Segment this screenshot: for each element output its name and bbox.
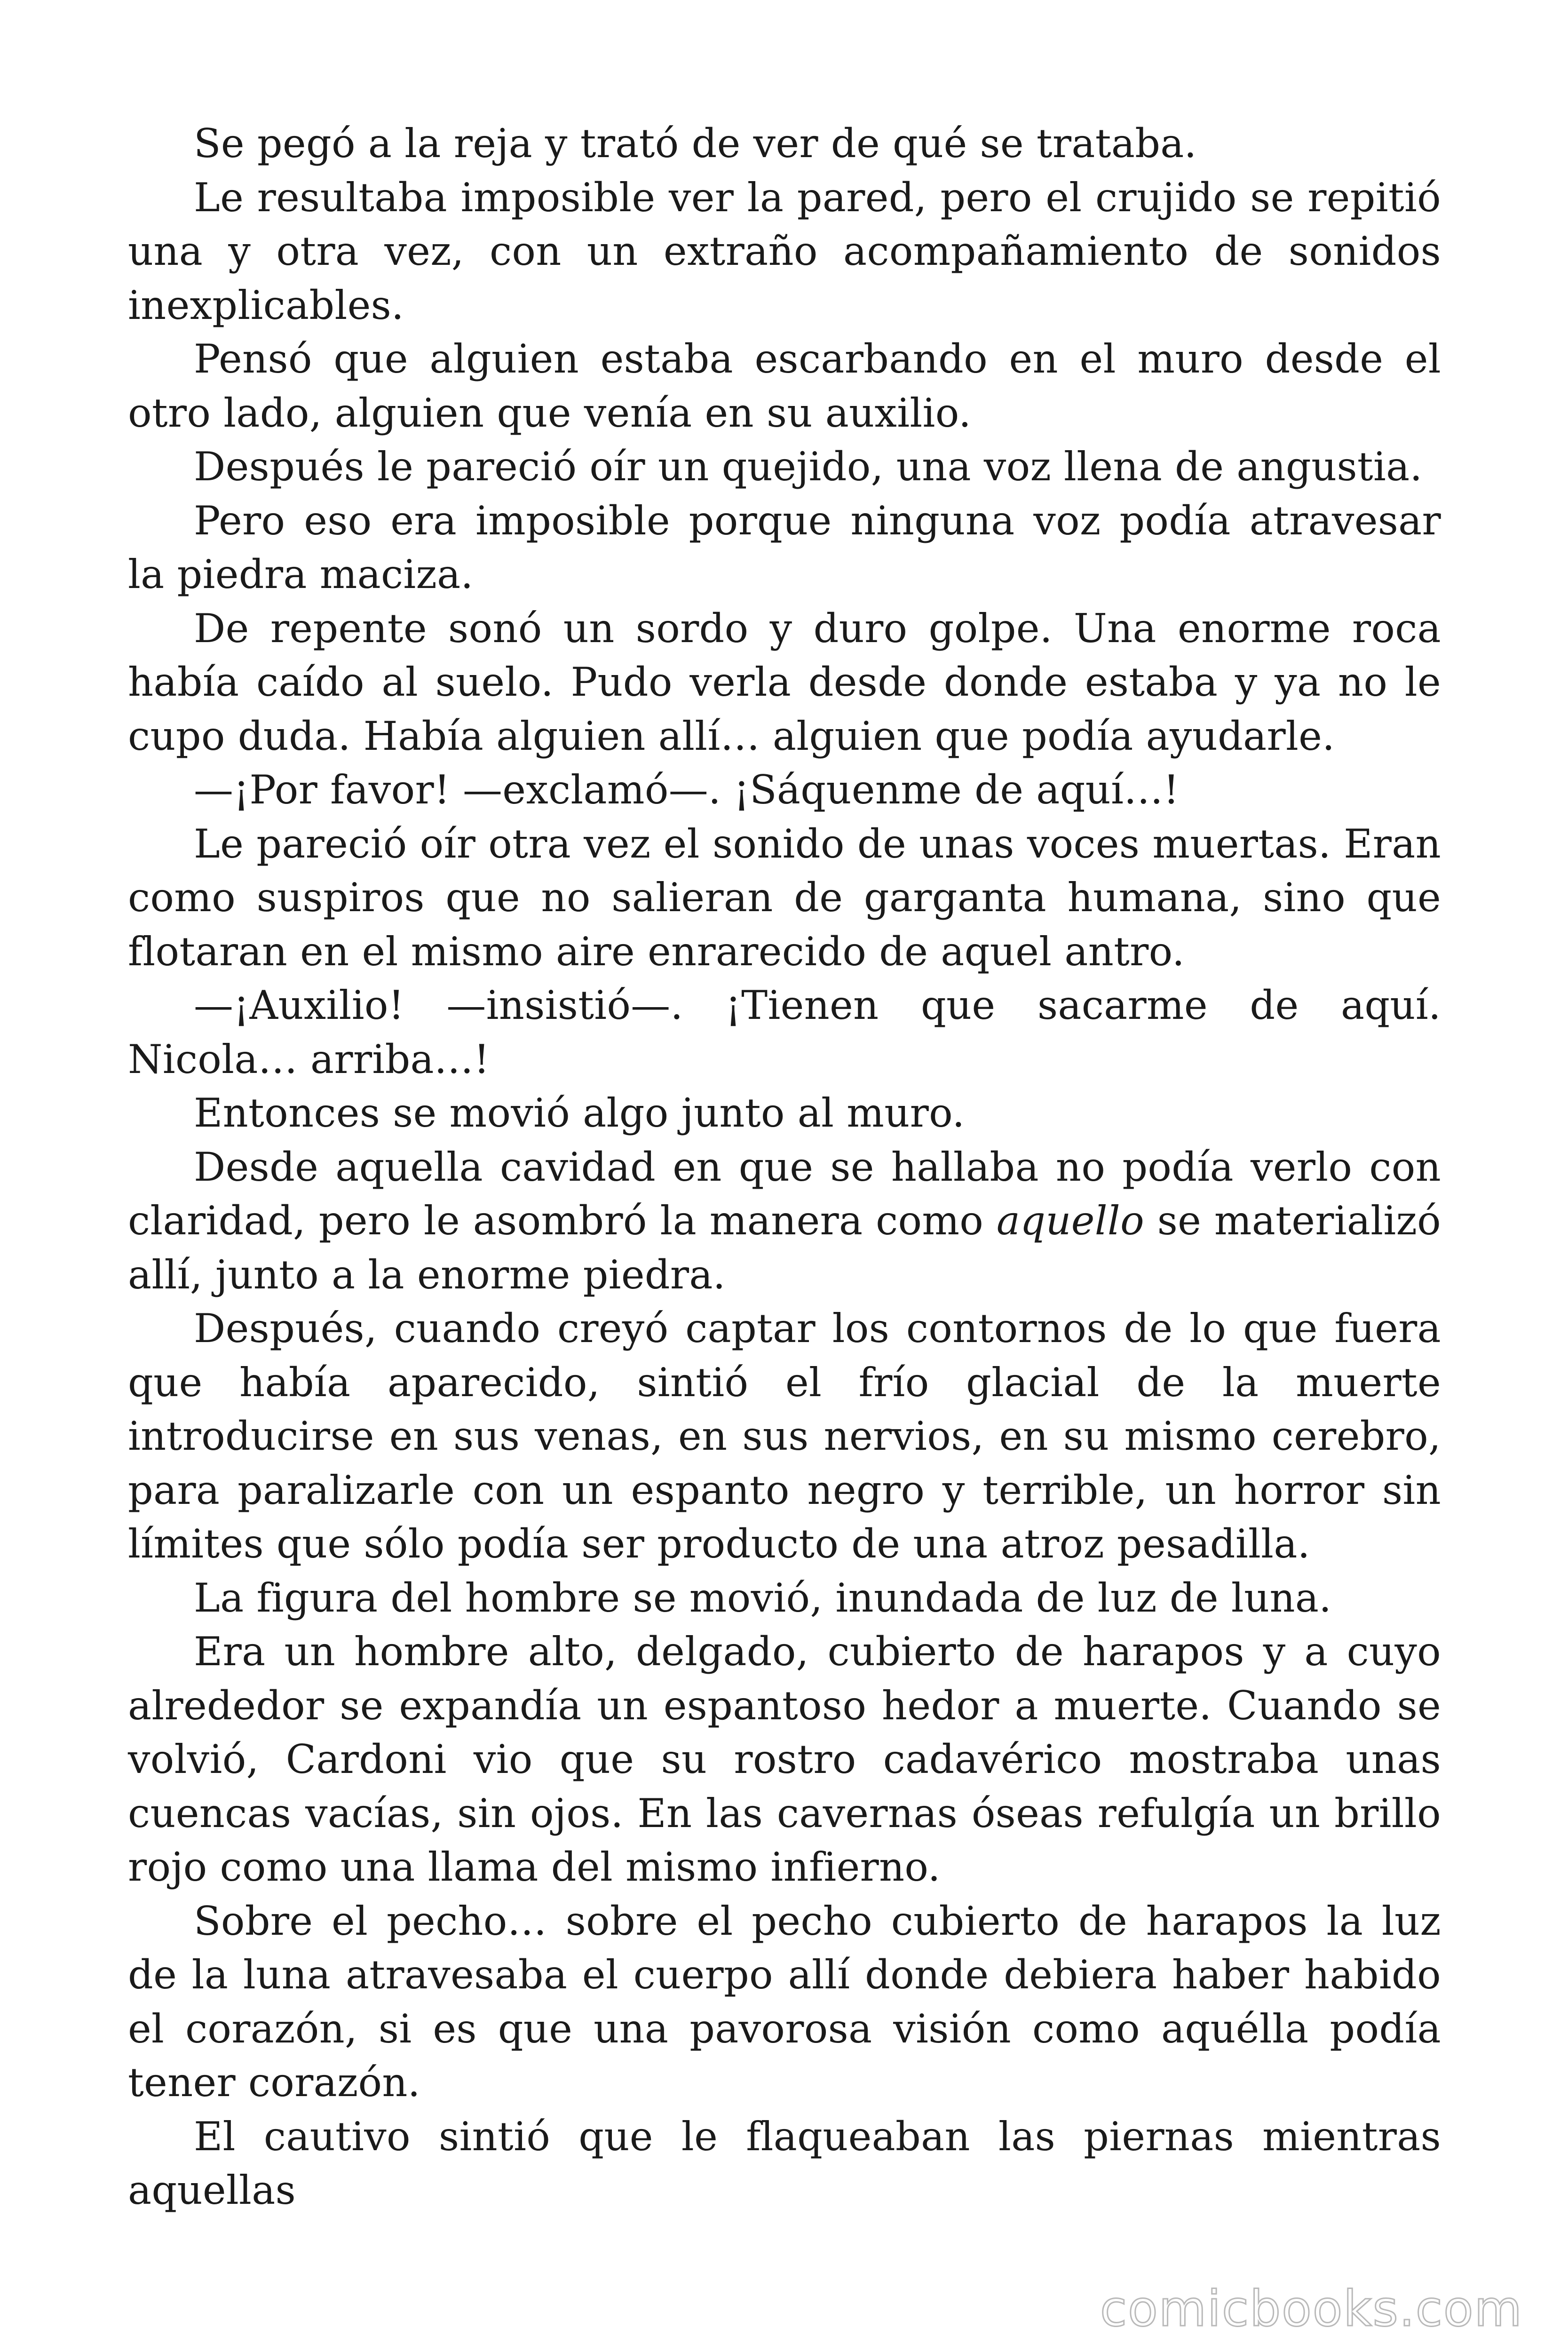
paragraph-text: Desde aquella cavidad en que se hallaba no podía verlo con claridad, pero le asombró la manera como xyxy=(128,1144,1441,1244)
dialogue-paragraph: —¡Por favor! —exclamó—. ¡Sáquenme de aquí…! xyxy=(194,767,1180,813)
paragraph: Le pareció oír otra vez el sonido de unas voces muertas. Eran como suspiros que no salieran de garganta humana, sino que flotaran en el mismo aire enrarecido de aquel antro. xyxy=(128,820,1441,975)
paragraph: Después le pareció oír un quejido, una voz llena de angustia. xyxy=(194,444,1423,490)
paragraph: Pero eso era imposible porque ninguna voz podía atravesar la piedra maciza. xyxy=(128,497,1441,597)
paragraph: Le resultaba imposible ver la pared, pero el crujido se repitió una y otra vez, con un extraño acompañamiento de sonidos inexplicables. xyxy=(128,174,1441,328)
page-body xyxy=(128,117,1441,2217)
watermark: comicbooks.com xyxy=(1100,2280,1523,2337)
paragraph-text: se materializó allí, junto a la enorme piedra. xyxy=(128,1198,1441,1298)
paragraph: La figura del hombre se movió, inundada de luz de luna. xyxy=(194,1574,1332,1621)
paragraph: Pensó que alguien estaba escarbando en el muro desde el otro lado, alguien que venía en su auxilio. xyxy=(128,336,1441,436)
paragraph-with-italic xyxy=(128,1140,1441,1302)
paragraph: De repente sonó un sordo y duro golpe. Una enorme roca había caído al suelo. Pudo verla desde donde estaba y ya no le cupo duda. Había alguien allí… alguien que podía ayudarle. xyxy=(128,605,1441,759)
paragraph: Era un hombre alto, delgado, cubierto de harapos y a cuyo alrededor se expandía un espantoso hedor a muerte. Cuando se volvió, Cardoni vio que su rostro cadavérico mostraba unas cuencas vacías, sin ojos. En las cavernas óseas refulgía un brillo rojo como una llama del mismo infierno. xyxy=(128,1629,1441,1890)
paragraph: Entonces se movió algo junto al muro. xyxy=(194,1090,965,1136)
paragraph: Se pegó a la reja y trató de ver de qué se trataba. xyxy=(194,120,1197,167)
dialogue-paragraph: —¡Auxilio! —insistió—. ¡Tienen que sacarme de aquí. Nicola… arriba…! xyxy=(128,982,1441,1082)
paragraph: Sobre el pecho… sobre el pecho cubierto de harapos la luz de la luna atravesaba el cuerpo allí donde debiera haber habido el corazón, si es que una pavorosa visión como aquélla podía tener corazón. xyxy=(128,1898,1441,2106)
paragraph: Después, cuando creyó captar los contornos de lo que fuera que había aparecido, sintió el frío glacial de la muerte introducirse en sus venas, en sus nervios, en su mismo cerebro, para paralizarle con un espanto negro y terrible, un horror sin límites que sólo podía ser producto de una atroz pesadilla. xyxy=(128,1305,1441,1567)
italic-word: aquello xyxy=(996,1198,1144,1244)
paragraph: El cautivo sintió que le flaqueaban las piernas mientras aquellas xyxy=(128,2113,1441,2213)
